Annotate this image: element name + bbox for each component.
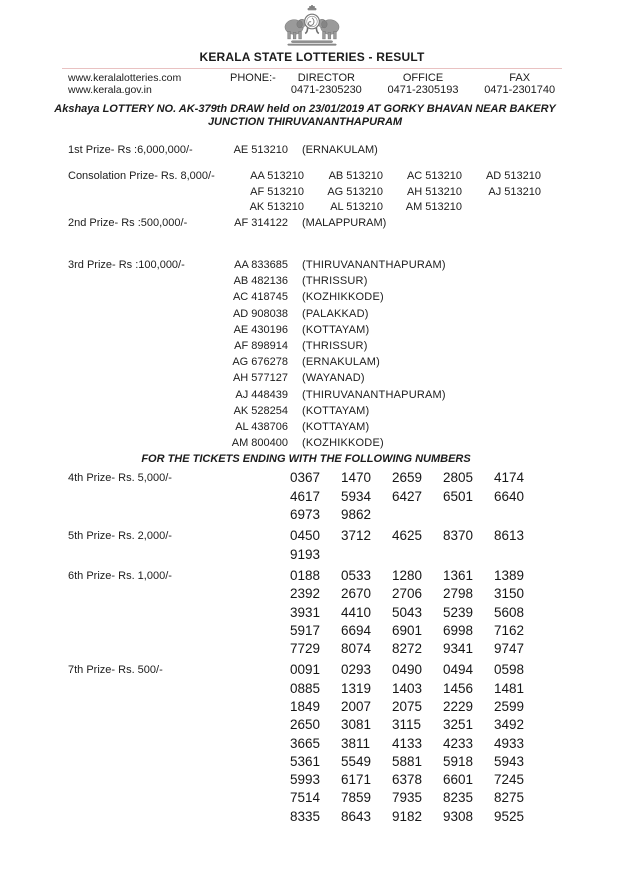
ending-number: 9182 [392, 808, 423, 824]
third-prize-ticket: AF 898914 [234, 340, 288, 353]
third-prize-winner-row [225, 338, 446, 354]
ending-number: 1849 [290, 699, 321, 714]
third-prize-location: (THIRUVANANTHAPURAM) [302, 388, 446, 401]
draw-info-line1: Akshaya LOTTERY NO. AK-379th DRAW held on 23/01/2019 AT GORKY BHAVAN NEAR BAKERY [54, 103, 556, 115]
ending-number: 8275 [494, 790, 525, 806]
ending-number: 2659 [392, 470, 423, 486]
third-prize-winner-row [225, 257, 446, 273]
ending-number: 9862 [341, 507, 372, 523]
ending-number: 1403 [392, 680, 423, 696]
third-prize-ticket: AK 528254 [233, 404, 288, 417]
fifth-prize-row [290, 546, 545, 564]
consolation-row [225, 200, 541, 216]
ending-number: 5943 [494, 753, 525, 769]
ending-number: 1456 [443, 680, 474, 696]
contact-director [278, 72, 375, 96]
ending-number: 9308 [443, 808, 474, 824]
fourth-prize-row [290, 488, 545, 506]
sixth-prize-label: 6th Prize- Rs. 1,000/- [68, 569, 172, 582]
kerala-govt-emblem-icon [282, 5, 342, 49]
sixth-prize-numbers [290, 567, 545, 658]
ending-number: 1280 [392, 567, 423, 583]
ending-numbers-heading: FOR THE TICKETS ENDING WITH THE FOLLOWING NUMBERS [141, 453, 471, 466]
first-prize-ticket: AE 513210 [233, 144, 288, 156]
third-prize-ticket: AD 908038 [232, 307, 288, 320]
ending-number: 6901 [392, 622, 423, 638]
ending-number: 8643 [341, 808, 372, 824]
ending-number: 9193 [290, 546, 321, 562]
third-prize-ticket: AH 577127 [232, 372, 288, 385]
sixth-prize-block [68, 567, 624, 658]
first-prize-location: (ERNAKULAM) [302, 144, 378, 156]
second-prize-label: 2nd Prize- Rs :500,000/- [68, 216, 188, 229]
contact-office [375, 72, 472, 96]
ending-number: 0450 [290, 528, 321, 544]
ending-number: 7935 [392, 790, 423, 806]
fifth-prize-numbers [290, 527, 545, 564]
ending-number: 4933 [494, 735, 525, 751]
ending-number: 6601 [443, 772, 474, 788]
third-prize-location: (PALAKKAD) [302, 307, 369, 320]
ending-number: 2392 [290, 586, 321, 602]
ending-number: 7514 [290, 790, 321, 806]
seventh-prize-row [290, 771, 545, 789]
document-title: KERALA STATE LOTTERIES - RESULT [199, 50, 425, 64]
third-prize-location: (KOZHIKKODE) [302, 437, 384, 450]
fifth-prize-row [290, 527, 545, 545]
ending-number: 3115 [392, 717, 422, 733]
ending-number: 7729 [290, 641, 321, 657]
ending-number: 2650 [290, 717, 321, 733]
consolation-ticket-number: AB 513210 [328, 170, 383, 182]
first-prize-row [68, 144, 624, 157]
ending-number: 5934 [341, 488, 372, 504]
second-prize-ticket: AF 314122 [234, 216, 288, 229]
ending-number: 6427 [392, 488, 423, 504]
ending-number: 2798 [443, 586, 474, 602]
ending-number: 7162 [494, 622, 525, 638]
fourth-prize-row [290, 506, 545, 524]
ending-number: 6998 [443, 622, 474, 638]
seventh-prize-row [290, 808, 545, 826]
ending-number: 1361 [443, 567, 474, 583]
ending-number: 6378 [392, 772, 423, 788]
sixth-prize-row [290, 640, 545, 658]
third-prize-winner-row [225, 273, 446, 289]
seventh-prize-row [290, 789, 545, 807]
ending-number: 5993 [290, 772, 321, 788]
ending-number: 8272 [392, 641, 423, 657]
consolation-prize-numbers [225, 169, 541, 216]
ending-number: 2229 [443, 699, 474, 714]
fourth-prize-numbers [290, 469, 545, 524]
seventh-prize-row [290, 716, 545, 734]
sixth-prize-row [290, 585, 545, 603]
ending-number: 8335 [290, 808, 321, 824]
title-divider [62, 68, 562, 69]
ending-number: 4133 [392, 735, 423, 751]
ending-number: 3150 [494, 586, 525, 602]
ending-number: 5549 [341, 753, 372, 769]
ending-number: 3492 [494, 717, 525, 733]
third-prize-winner-row [225, 435, 446, 451]
consolation-ticket-number: AD 513210 [485, 170, 541, 182]
website-url-kerala-gov: www.kerala.gov.in [68, 84, 152, 96]
third-prize-winner-row [225, 419, 446, 435]
fourth-prize-label: 4th Prize- Rs. 5,000/- [68, 472, 172, 485]
third-prize-ticket: AL 438706 [235, 421, 288, 434]
ending-number: 1319 [341, 680, 372, 696]
fifth-prize-label: 5th Prize- Rs. 2,000/- [68, 530, 172, 543]
consolation-ticket-number: AA 513210 [250, 170, 304, 182]
draw-info [0, 103, 624, 129]
ending-number: 9525 [494, 808, 525, 824]
draw-info-line2: JUNCTION THIRUVANANTHAPURAM [207, 116, 403, 128]
third-prize-location: (THRISSUR) [302, 340, 368, 353]
fifth-prize-block [68, 527, 624, 564]
consolation-ticket-number: AM 513210 [405, 201, 462, 213]
third-prize-block [68, 257, 624, 451]
consolation-prize-label: Consolation Prize- Rs. 8,000/- [68, 170, 215, 182]
consolation-ticket-number: AC 513210 [406, 170, 462, 182]
fourth-prize-row [290, 469, 545, 487]
consolation-ticket-number: AL 513210 [330, 201, 383, 213]
ending-number: 1470 [341, 470, 372, 486]
ending-number: 0490 [392, 662, 423, 678]
consolation-ticket-number: AH 513210 [406, 185, 462, 198]
third-prize-ticket: AG 676278 [232, 356, 288, 369]
contact-info [68, 72, 568, 96]
third-prize-location: (KOTTAYAM) [302, 421, 370, 434]
ending-number: 1389 [494, 567, 525, 583]
ending-number: 6694 [341, 622, 372, 638]
ending-number: 3081 [341, 717, 372, 733]
consolation-ticket-number: AF 513210 [250, 185, 304, 198]
consolation-ticket-number: AK 513210 [249, 201, 304, 213]
second-prize-location: (MALAPPURAM) [302, 216, 387, 229]
ending-number: 4174 [494, 470, 525, 486]
third-prize-winner-row [225, 306, 446, 322]
phone-label: PHONE:- [230, 72, 276, 84]
ending-number: 2007 [341, 699, 372, 714]
seventh-prize-row [290, 698, 545, 716]
third-prize-winner-row [225, 354, 446, 370]
ending-number: 7245 [494, 772, 525, 788]
ending-number: 3712 [341, 528, 372, 544]
third-prize-winner-row [225, 387, 446, 403]
ending-number: 9747 [494, 641, 525, 657]
seventh-prize-row [290, 680, 545, 698]
ending-number: 2706 [392, 586, 423, 602]
third-prize-ticket: AA 833685 [234, 259, 288, 271]
third-prize-ticket: AE 430196 [233, 323, 288, 336]
third-prize-location: (WAYANAD) [302, 372, 365, 385]
ending-number: 0091 [290, 662, 321, 678]
third-prize-winner-row [225, 370, 446, 386]
ending-number: 8235 [443, 790, 474, 806]
ending-number: 2599 [494, 699, 525, 714]
ending-number: 8074 [341, 641, 372, 657]
seventh-prize-row [290, 753, 545, 771]
third-prize-ticket: AM 800400 [231, 437, 288, 450]
director-label: DIRECTOR [297, 72, 355, 84]
consolation-ticket-number: AJ 513210 [488, 185, 541, 198]
ending-number: 5608 [494, 604, 525, 620]
ending-number: 7859 [341, 790, 372, 806]
ending-number: 5917 [290, 622, 321, 638]
ending-number: 6973 [290, 507, 321, 523]
consolation-row [225, 185, 541, 201]
ending-number: 5881 [392, 753, 423, 769]
fourth-prize-block [68, 469, 624, 524]
ending-number: 3665 [290, 735, 321, 751]
second-prize-row [68, 216, 624, 232]
ending-number: 2805 [443, 470, 474, 486]
ending-number: 5361 [290, 753, 321, 769]
director-phone-number: 0471-2305230 [290, 84, 362, 96]
third-prize-location: (KOTTAYAM) [302, 323, 370, 336]
third-prize-location: (THIRUVANANTHAPURAM) [302, 259, 446, 271]
ending-number: 0188 [290, 567, 321, 583]
third-prize-location: (KOZHIKKODE) [302, 291, 384, 304]
fax-label: FAX [509, 72, 531, 84]
seventh-prize-label: 7th Prize- Rs. 500/- [68, 664, 163, 677]
fax-number: 0471-2301740 [484, 84, 556, 96]
ending-number: 6501 [443, 488, 474, 504]
ending-number: 2670 [341, 586, 372, 602]
ending-number: 2075 [392, 699, 423, 714]
ending-number: 3251 [443, 717, 474, 733]
sixth-prize-row [290, 567, 545, 585]
consolation-prize-block [68, 169, 624, 216]
ending-number: 1481 [494, 680, 525, 696]
ending-number: 3811 [341, 735, 371, 751]
ending-number: 8370 [443, 528, 474, 544]
third-prize-winner-row [225, 289, 446, 305]
sixth-prize-row [290, 604, 545, 622]
seventh-prize-row [290, 735, 545, 753]
ending-number: 4410 [341, 604, 372, 620]
ending-number: 4625 [392, 528, 423, 544]
seventh-prize-row [290, 661, 545, 679]
ending-number: 6640 [494, 488, 525, 504]
third-prize-ticket: AJ 448439 [235, 388, 288, 401]
third-prize-ticket: AB 482136 [233, 275, 288, 288]
third-prize-ticket: AC 418745 [232, 291, 288, 304]
consolation-ticket-number: AG 513210 [327, 185, 383, 198]
website-url-keralalotteries: www.keralalotteries.com [68, 72, 182, 84]
ending-number: 0885 [290, 680, 321, 696]
ending-number: 0293 [341, 662, 372, 678]
third-prize-label: 3rd Prize- Rs :100,000/- [68, 259, 185, 271]
ending-number: 0494 [443, 662, 474, 678]
ending-number: 0367 [290, 470, 321, 486]
ending-number: 4617 [290, 488, 321, 504]
consolation-row [225, 169, 541, 185]
seventh-prize-block [68, 661, 624, 826]
ending-number: 9341 [443, 641, 474, 657]
first-prize-label: 1st Prize- Rs :6,000,000/- [68, 144, 193, 156]
ending-number: 3931 [290, 604, 321, 620]
third-prize-winner-row [225, 322, 446, 338]
office-label: OFFICE [402, 72, 444, 84]
third-prize-winner-row [225, 403, 446, 419]
third-prize-location: (ERNAKULAM) [302, 356, 380, 369]
office-phone-number: 0471-2305193 [387, 84, 459, 96]
ending-number: 8613 [494, 528, 525, 544]
ending-number: 6171 [341, 772, 372, 788]
ending-number: 4233 [443, 735, 474, 751]
ending-number: 0533 [341, 567, 372, 583]
third-prize-winners [225, 257, 446, 451]
websites [68, 72, 218, 96]
third-prize-location: (THRISSUR) [302, 275, 368, 288]
seventh-prize-numbers [290, 661, 545, 826]
ending-number: 5239 [443, 604, 474, 620]
ending-number: 0598 [494, 662, 525, 678]
ending-number: 5043 [392, 604, 423, 620]
contact-fax [471, 72, 568, 96]
sixth-prize-row [290, 622, 545, 640]
ending-number: 5918 [443, 753, 474, 769]
third-prize-location: (KOTTAYAM) [302, 404, 370, 417]
